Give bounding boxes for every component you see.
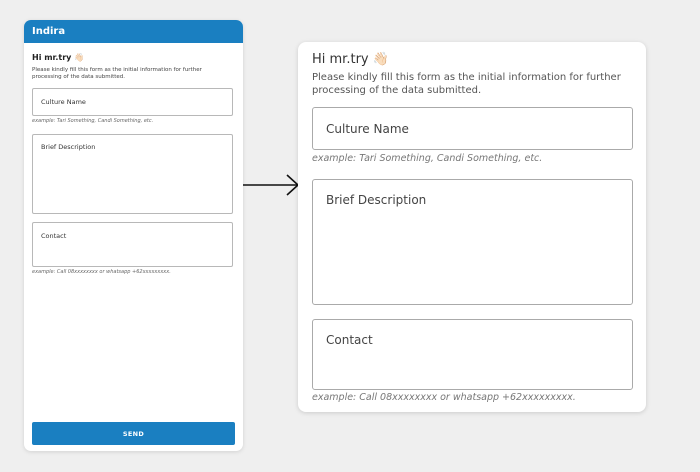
brief-description-input[interactable] xyxy=(32,134,233,214)
zoom-brief-description-placeholder: Brief Description xyxy=(326,193,427,207)
brief-description-placeholder: Brief Description xyxy=(41,143,96,151)
contact-input[interactable] xyxy=(32,222,233,267)
culture-name-hint: example: Tari Something, Candi Something, etc. xyxy=(32,118,154,124)
contact-hint: example: Call 08xxxxxxxx or whatsapp +62xxxxxxxxx. xyxy=(32,269,171,275)
send-button[interactable]: SEND xyxy=(32,422,235,445)
zoom-contact-hint: example: Call 08xxxxxxxx or whatsapp +62xxxxxxxxx. xyxy=(312,392,576,403)
app-bar xyxy=(24,20,243,43)
zoom-culture-name-placeholder: Culture Name xyxy=(326,122,409,136)
zoom-contact-input[interactable] xyxy=(312,319,633,390)
zoom-waving-hand-icon: 👋🏻 xyxy=(372,52,389,67)
zoom-culture-name-hint: example: Tari Something, Candi Something, etc. xyxy=(312,153,543,164)
culture-name-input[interactable] xyxy=(32,88,233,116)
zoom-culture-name-input[interactable] xyxy=(312,107,633,150)
zoom-greeting-text: Hi mr.try xyxy=(312,52,369,67)
right-arrow-icon xyxy=(243,172,301,198)
zoom-form-description: Please kindly fill this form as the initial information for further processing of the data submitted. xyxy=(312,72,621,96)
waving-hand-icon: 👋🏻 xyxy=(74,53,85,62)
zoom-greeting xyxy=(312,52,389,67)
zoom-brief-description-input[interactable] xyxy=(312,179,633,305)
contact-placeholder: Contact xyxy=(41,232,67,240)
greeting-text: Hi mr.try xyxy=(32,53,72,62)
zoom-contact-placeholder: Contact xyxy=(326,333,373,347)
zoomed-form-detail xyxy=(298,42,646,412)
form-description: Please kindly fill this form as the initial information for further processing of the data submitted. xyxy=(32,67,202,80)
greeting xyxy=(32,53,84,62)
phone-screen xyxy=(24,20,243,451)
app-title: Indira xyxy=(32,26,66,37)
culture-name-placeholder: Culture Name xyxy=(41,98,86,106)
